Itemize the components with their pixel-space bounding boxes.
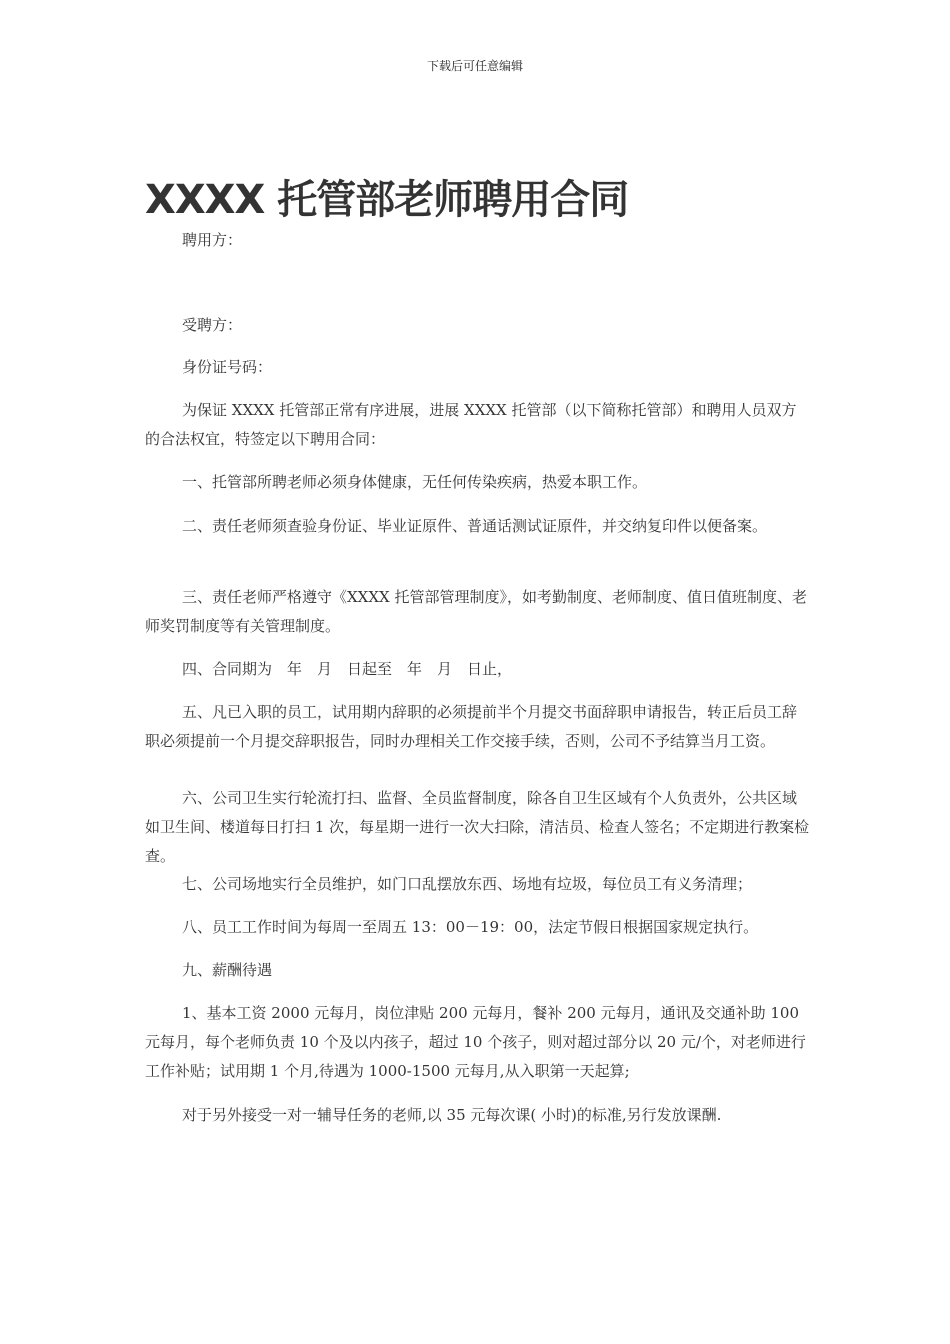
paragraph-employer: 聘用方： xyxy=(182,231,243,249)
paragraph-id-number: 身份证号码： xyxy=(182,358,273,376)
paragraph-preamble: 为保证 XXXX 托管部正常有序进展，进展 XXXX 托管部（以下简称托管部）和聘用人员双方的合法权宜，特签定以下聘用合同： xyxy=(145,401,797,448)
paragraph-clause-7: 七、公司场地实行全员维护，如门口乱摆放东西、场地有垃圾，每位员工有义务清理； xyxy=(182,875,753,893)
paragraph-clause-9: 九、薪酬待遇 xyxy=(182,961,273,979)
paragraph-clause-3: 三、责任老师严格遵守《XXXX 托管部管理制度》，如考勤制度、老师制度、值日值班制度、老师奖罚制度等有关管理制度。 xyxy=(145,588,807,635)
header-note: 下载后可任意编辑 xyxy=(426,59,523,73)
paragraph-salary-1: 1、基本工资 2000 元每月，岗位津贴 200 元每月，餐补 200 元每月，通讯及交通补助 100 元每月，每个老师负责 10 个及以内孩子，超过 10 个孩子，则对超过部分以 20 元/个，对老师进行工作补贴；试用期 1 个月,待遇为 1000-1500 元每月,从入职第一天起算; xyxy=(145,1004,806,1080)
paragraph-clause-6: 六、公司卫生实行轮流打扫、监督、全员监督制度，除各自卫生区域有个人负责外，公共区域如卫生间、楼道每日打扫 1 次，每星期一进行一次大扫除，清洁员、检查人签名；不定期进行教案检查。 xyxy=(145,789,810,865)
paragraph-clause-5: 五、凡已入职的员工，试用期内辞职的必须提前半个月提交书面辞职申请报告，转正后员工辞职必须提前一个月提交辞职报告，同时办理相关工作交接手续，否则，公司不予结算当月工资。 xyxy=(145,703,798,750)
paragraph-clause-1: 一、托管部所聘老师必须身体健康，无任何传染疾病，热爱本职工作。 xyxy=(182,473,648,491)
paragraph-clause-2: 二、责任老师须查验身份证、毕业证原件、普通话测试证原件，并交纳复印件以便备案。 xyxy=(182,517,768,535)
paragraph-employee: 受聘方： xyxy=(182,316,243,334)
document-title: XXXX 托管部老师聘用合同 xyxy=(145,177,629,223)
paragraph-clause-4: 四、合同期为 年 月 日起至 年 月 日止， xyxy=(182,660,513,678)
paragraph-tutoring-pay: 对于另外接受一对一辅导任务的老师,以 35 元每次课( 小时)的标准,另行发放课酬. xyxy=(182,1106,722,1124)
paragraph-clause-8: 八、员工工作时间为每周一至周五 13：00－19：00，法定节假日根据国家规定执行。 xyxy=(182,918,759,936)
